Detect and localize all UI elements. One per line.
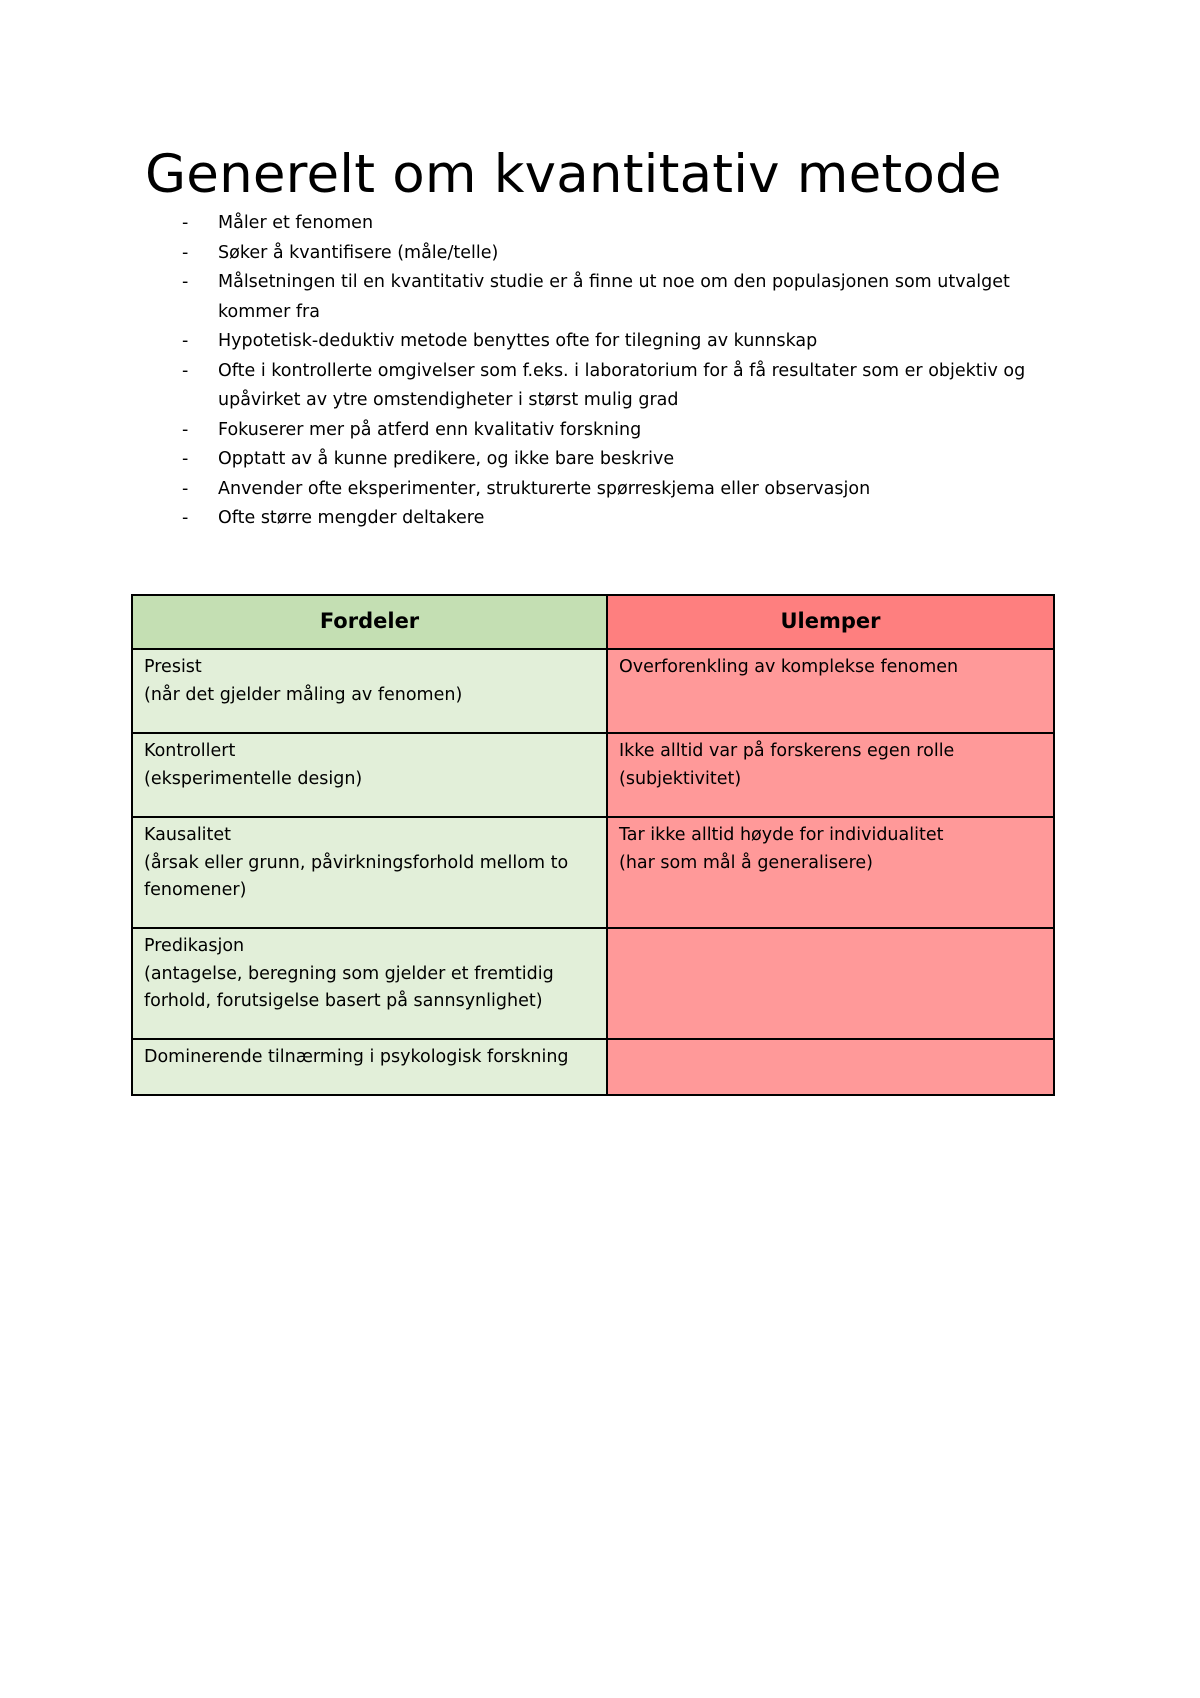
con-title: Ikke alltid var på forskerens egen rolle — [619, 741, 955, 761]
table-row — [132, 649, 1054, 733]
table-row — [132, 928, 1054, 1039]
bullet-dash: - — [182, 508, 189, 528]
con-cell — [607, 733, 1054, 817]
list-item — [180, 268, 1060, 327]
bullet-dash: - — [182, 478, 189, 499]
pro-detail: (eksperimentelle design) — [144, 768, 363, 789]
con-cell — [607, 817, 1054, 928]
con-title: Overforenkling av komplekse fenomen — [619, 657, 959, 677]
bullet-dash: - — [182, 419, 189, 440]
pro-cell — [132, 649, 607, 733]
bullet-text: Fokuserer mer på atferd enn kvalitativ forskning — [218, 419, 642, 440]
pro-detail: (når det gjelder måling av fenomen) — [144, 684, 463, 705]
bullet-dash: - — [182, 272, 189, 292]
list-item — [180, 416, 1060, 446]
list-item — [180, 209, 1060, 239]
bullet-text: Anvender ofte eksperimenter, strukturerte spørreskjema eller observasjon — [218, 478, 871, 499]
pro-title: Kausalitet — [144, 825, 232, 845]
bullet-text: Opptatt av å kunne predikere, og ikke bare beskrive — [218, 449, 675, 469]
pro-title: Dominerende tilnærming i psykologisk forskning — [144, 1047, 569, 1067]
bullet-text: Målsetningen til en kvantitativ studie er å finne ut noe om den populasjonen som utvalget kommer fra — [218, 272, 1010, 322]
pro-title: Predikasjon — [144, 936, 245, 956]
list-item — [180, 327, 1060, 357]
table-row — [132, 733, 1054, 817]
con-cell — [607, 928, 1054, 1039]
pro-cell — [132, 733, 607, 817]
bullet-text: Hypotetisk-deduktiv metode benyttes ofte for tilegning av kunnskap — [218, 331, 818, 351]
bullet-text: Søker å kvantifisere (måle/telle) — [218, 242, 499, 263]
bullet-dash: - — [182, 360, 189, 381]
pro-detail: (antagelse, beregning som gjelder et fremtidig forhold, forutsigelse basert på sannsynlighet) — [144, 963, 554, 1011]
pro-cell — [132, 1039, 607, 1095]
list-item — [180, 475, 1060, 505]
con-title: Tar ikke alltid høyde for individualitet — [619, 825, 944, 845]
table-row — [132, 817, 1054, 928]
bullet-dash: - — [182, 242, 189, 263]
pro-cell — [132, 928, 607, 1039]
bullet-dash: - — [182, 449, 189, 469]
list-item — [180, 445, 1060, 475]
con-cell — [607, 649, 1054, 733]
list-item — [180, 239, 1060, 269]
list-item — [180, 357, 1060, 416]
list-item — [180, 504, 1060, 534]
table-header-row — [132, 595, 1054, 649]
bullet-dash: - — [182, 331, 189, 351]
pros-header: Fordeler — [132, 595, 607, 649]
bullet-text: Måler et fenomen — [218, 213, 374, 233]
bullet-list — [180, 209, 1060, 534]
bullet-text: Ofte i kontrollerte omgivelser som f.eks. i laboratorium for å få resultater som er objektiv og upåvirket av ytre omstendigheter i størst mulig grad — [218, 360, 1026, 410]
con-detail: (subjektivitet) — [619, 768, 742, 789]
table-row — [132, 1039, 1054, 1095]
pro-detail: (årsak eller grunn, påvirkningsforhold mellom to fenomener) — [144, 852, 569, 900]
page-title: Generelt om kvantitativ metode — [145, 144, 1002, 205]
con-detail: (har som mål å generalisere) — [619, 852, 873, 873]
pro-title: Presist — [144, 657, 202, 677]
con-cell — [607, 1039, 1054, 1095]
pro-title: Kontrollert — [144, 741, 236, 761]
cons-header: Ulemper — [607, 595, 1054, 649]
pro-cell — [132, 817, 607, 928]
pros-cons-table — [131, 594, 1055, 1096]
bullet-text: Ofte større mengder deltakere — [218, 508, 485, 528]
bullet-dash: - — [182, 213, 189, 233]
